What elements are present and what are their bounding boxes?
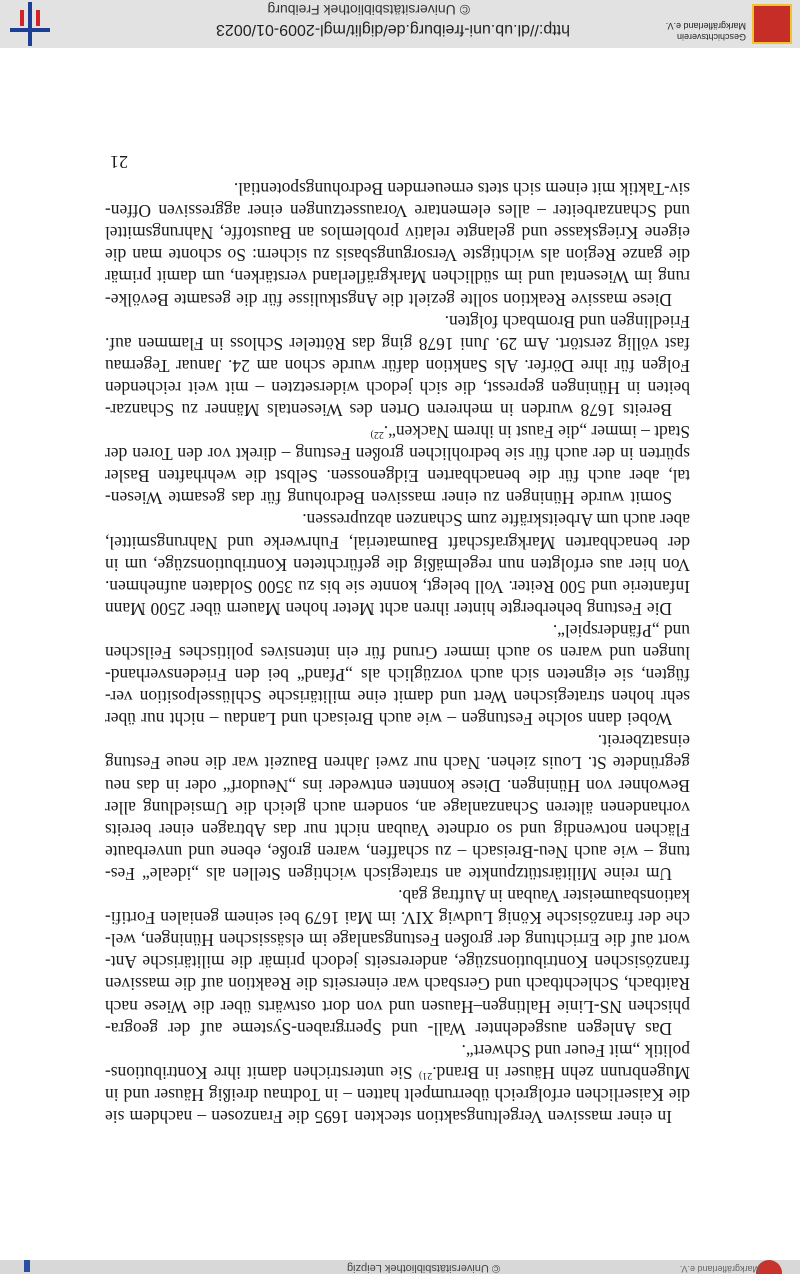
text-line: fast völlig zerstört. Am 29. Juni 1678 ging das Rötteler Schloss in Flammen auf.: [105, 333, 690, 354]
society-label: Markgräflerland e.V.: [679, 1264, 760, 1274]
text-line: beiten in Hüningen gepresst, die sich jedoch widersetzten – mit weit reichenden: [105, 377, 690, 398]
text-line: der benachbarten Markgrafschaft Baumaterial, Fuhrwerke und Nahrungsmittel,: [105, 532, 690, 553]
text-line: französischen Kontributionszüge, andererseits jedoch primär die militärische Ant-: [105, 952, 690, 973]
society-crest-icon: [752, 4, 792, 44]
text-line: Infanterie und 500 Reiter. Voll belegt, konnte sie bis zu 3500 Soldaten aufnehmen.: [105, 576, 690, 597]
text-line: Friedlingen und Brombach folgten.: [444, 311, 690, 332]
text-line: die ganze Region als wichtigste Versorgungsbasis zu sichern: So schonte man die: [105, 245, 690, 266]
text-line: aber auch um Arbeitskräfte zum Schanzen abzupressen.: [302, 510, 690, 531]
text-line: sehr hohen strategischen Wert und damit eine militärische Schlüsselposition ver-: [105, 687, 690, 708]
text-line: che der französische König Ludwig XIV. im Mai 1679 bei seinem genialen Fortifi-: [105, 908, 690, 929]
ub-logo-icon: [24, 1260, 30, 1272]
text-line: Folgen für ihre Dörfer. Als Sanktion dafür wurde schon am 24. Januar Tegernau: [105, 355, 690, 376]
text-line: eigene Kriegskasse und gelangte relativ problemlos an Baustoffe, Nahrungsmittel: [105, 223, 690, 244]
university-library-logo-icon: [10, 2, 50, 46]
library-credit: © Universitätsbibliothek Leipzig: [346, 1262, 500, 1274]
text-line: gegründete St. Louis ziehen. Nach nur zwei Jahren Bauzeit war die neue Festung: [105, 753, 690, 774]
text-line: Wobei dann solche Festungen – wie auch Breisach und Landau – nicht nur über: [105, 709, 672, 730]
page-number: 21: [110, 152, 128, 172]
text-line: phischen NS-Linie Haltingen–Hausen und von dort ostwärts über die Wiese nach: [105, 996, 690, 1017]
footer-band: [0, 0, 800, 48]
text-line: Bereits 1678 wurden in mehreren Orten des Wiesentals Männer zu Schanzar-: [105, 400, 672, 420]
text-line: Bewohner von Hüningen. Diese konnten entweder ins „Neudorf“ oder in das neu: [105, 775, 690, 796]
body-text: [105, 178, 690, 1128]
text-line: einsatzbereit.: [597, 731, 690, 752]
footnote-marker: 21): [418, 1069, 433, 1081]
text-line: die Kaiserlichen erfolgreich überrumpelt hatten – in Todtnau dreißig Häuser und in: [105, 1084, 690, 1105]
text-line: siv-Taktik mit einem sich stets erneuernden Bedrohungspotential.: [233, 179, 690, 200]
text-line: tal, aber auch für die benachbarten Eidgenossen. Selbst die wehrhaften Basler: [105, 466, 690, 487]
text-line: Um reine Militärstützpunkte an strategisch wichtigen Stellen als „ideale“ Fes-: [105, 863, 672, 884]
text-line: kationsbaumeister Vauban in Auftrag gab.: [398, 886, 690, 907]
text-line: Von hier aus erfolgten nun regelmäßig die gefürchteten Kontributionszüge, um in: [105, 554, 690, 575]
top-edge-strip: [0, 1260, 800, 1274]
text-line: rung im Wiesental und im südlichen Markgräflerland verstärken, um damit primär: [105, 267, 690, 288]
text-line: fügten, sie eigneten sich auch vorzüglich als „Pfand“ bei den Friedensverhand-: [105, 665, 690, 686]
text-line: Diese massive Reaktion sollte gezielt die Angstkulisse für die gesamte Bevölke-: [105, 289, 672, 310]
text-line: Raitbach, Schlechtbach und Gersbach war einerseits die Reaktion auf die massiven: [105, 974, 690, 995]
library-copyright: © Universitätsbibliothek Freiburg: [267, 2, 470, 18]
text-line: wort auf die Errichtung der großen Festungsanlage im elsässischen Hüningen, wel-: [105, 930, 690, 951]
document-url[interactable]: http://dl.ub.uni-freiburg.de/diglit/mgl-2009-01/0023: [216, 21, 570, 38]
text-line: Flächen notwendig und so ordnete Vauban nicht nur das Abtragen einer bereits: [105, 819, 690, 840]
text-line: Mugenbrunn zehn Häuser in Brand.$^{21)}$ Sie unterstrichen damit ihre Kontributions-: [105, 1062, 690, 1083]
text-line: Stadt – immer „die Faust in ihrem Nacken“.$^{22)}$: [370, 422, 690, 443]
text-line: vorhandenen älteren Schanzanlage an, sondern auch gleich die Umsiedlung aller: [105, 797, 690, 818]
text-line: lungen und waren so auch immer Grund für ein intensives politisches Feilschen: [105, 643, 690, 664]
text-line: spürten in der auch für sie bedrohlichen großen Festung – direkt vor den Toren der: [105, 444, 690, 465]
text-line: Somit wurde Hüningen zu einer massiven Bedrohung für das gesamte Wiesen-: [105, 488, 672, 509]
text-line: politik „mit Feuer und Schwert“.: [461, 1040, 690, 1061]
footnote-marker: 22): [370, 429, 384, 441]
text-line: tung – wie auch Neu-Breisach – zu schaffen, waren große, ebene und unverbaute: [105, 841, 690, 862]
society-name: Geschichtsverein Markgräflerland e.V.: [665, 21, 746, 42]
text-line: Das Anlegen ausgedehnter Wall- und Sperrgraben-Systeme auf der geogra-: [105, 1018, 672, 1039]
text-line: und Schanzarbeiter – alles elementare Voraussetzungen einer aggressiven Offen-: [105, 201, 690, 222]
text-line: In einer massiven Vergeltungsaktion steckten 1695 die Franzosen – nachdem sie: [105, 1107, 672, 1127]
text-line: und „Pfänderspiel“.: [552, 620, 690, 641]
text-line: Die Festung beherbergte hinter ihren acht Meter hohen Mauern über 2500 Mann: [105, 598, 672, 619]
